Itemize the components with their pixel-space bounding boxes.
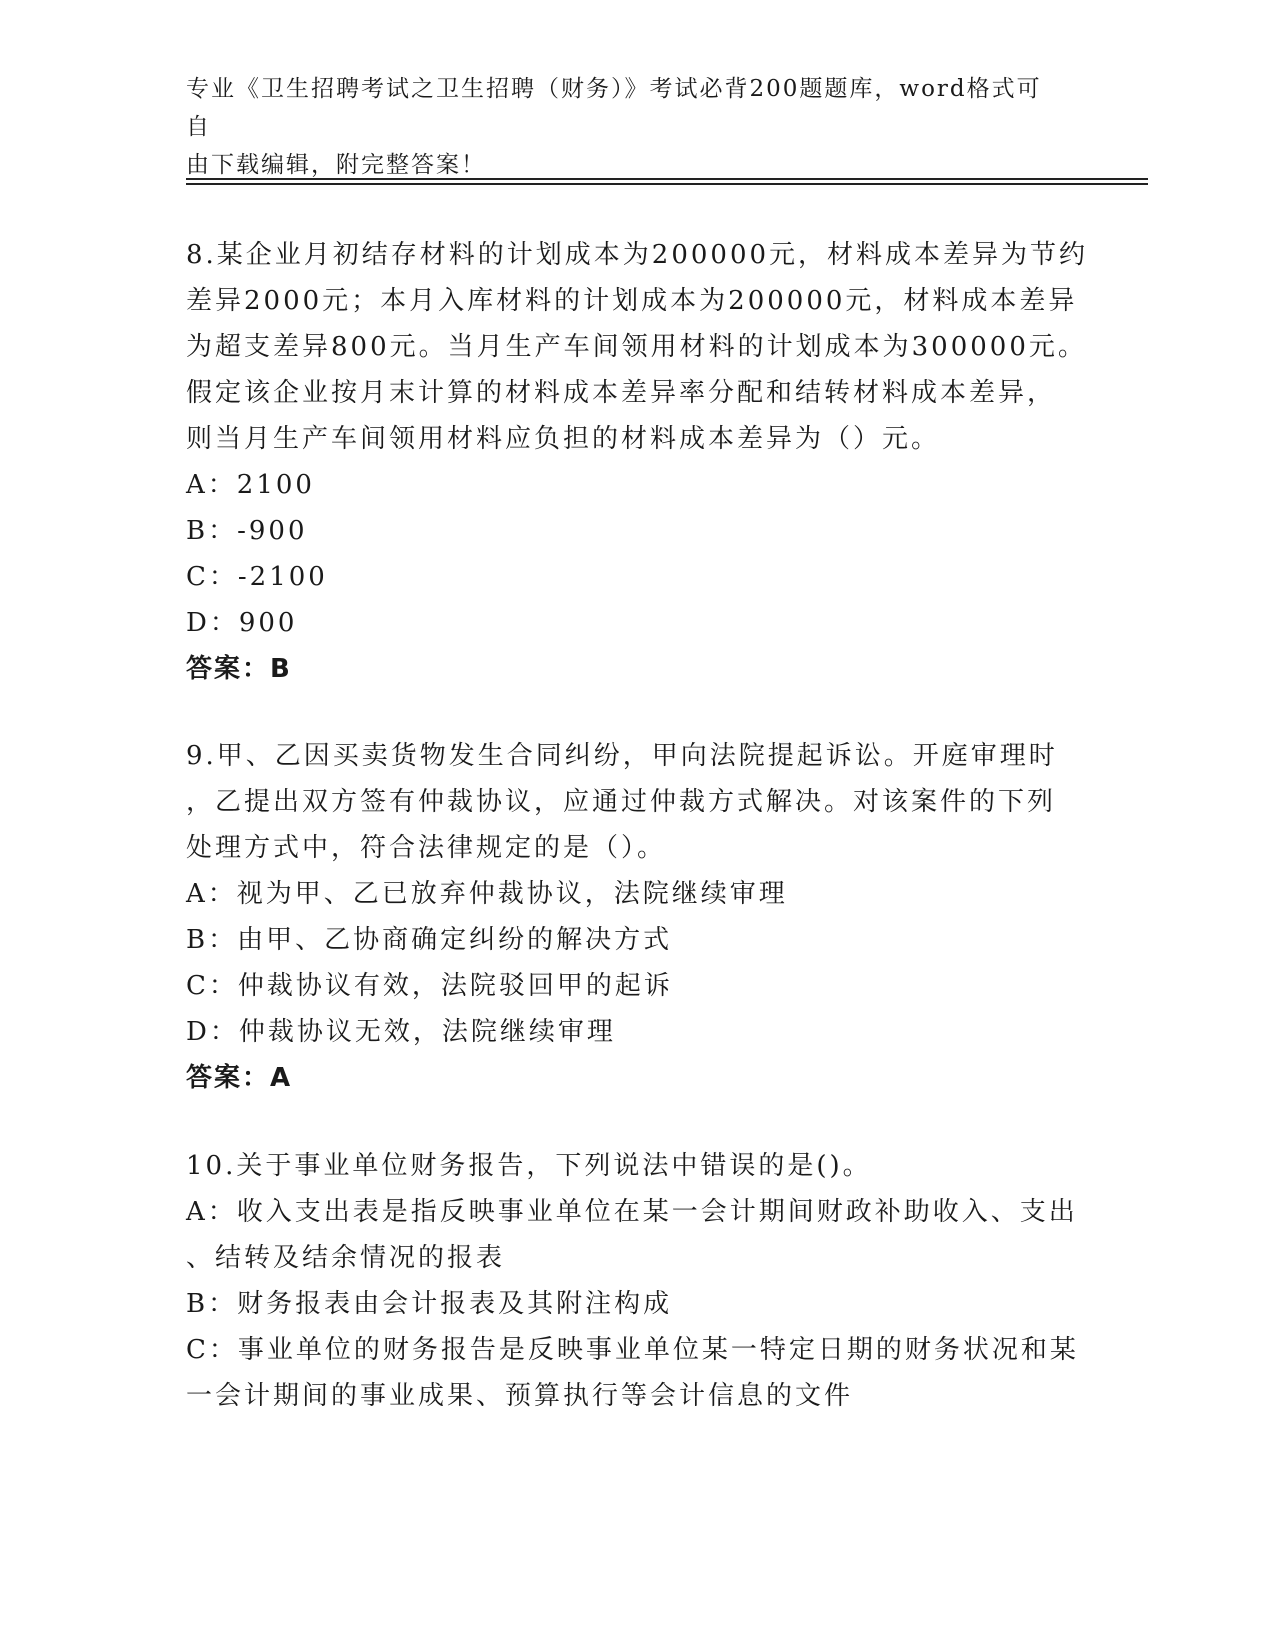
option-b: B：财务报表由会计报表及其附注构成 (186, 1289, 673, 1319)
option-a: A：2100 (186, 470, 315, 500)
question-stem-line: 处理方式中，符合法律规定的是（）。 (186, 833, 667, 863)
question-stem-line: ，乙提出双方签有仲裁协议，应通过仲裁方式解决。对该案件的下列 (186, 787, 1057, 817)
option-c: C：仲裁协议有效，法院驳回甲的起诉 (186, 971, 673, 1001)
question-8 (186, 232, 1089, 692)
question-stem-line: 则当月生产车间领用材料应负担的材料成本差异为（）元。 (186, 424, 941, 454)
question-stem-line: 8.某企业月初结存材料的计划成本为200000元，材料成本差异为节约 (186, 240, 1089, 270)
document-header (186, 70, 1066, 184)
header-line-2: 由下载编辑，附完整答案！ (186, 152, 486, 178)
option-d: D：仲裁协议无效，法院继续审理 (186, 1017, 616, 1047)
option-a: A：视为甲、乙已放弃仲裁协议，法院继续审理 (186, 879, 788, 909)
option-d: D：900 (186, 608, 298, 638)
option-c-continued: 一会计期间的事业成果、预算执行等会计信息的文件 (186, 1381, 854, 1411)
question-stem-line: 9.甲、乙因买卖货物发生合同纠纷，甲向法院提起诉讼。开庭审理时 (186, 741, 1058, 771)
option-b: B：由甲、乙协商确定纠纷的解决方式 (186, 925, 673, 955)
question-stem-line: 差异2000元；本月入库材料的计划成本为200000元，材料成本差异 (186, 286, 1078, 316)
answer-label: 答案：A (186, 1063, 293, 1093)
header-rule-top (186, 178, 1148, 180)
question-stem-line: 为超支差异800元。当月生产车间领用材料的计划成本为300000元。 (186, 332, 1087, 362)
question-stem-line: 10.关于事业单位财务报告，下列说法中错误的是()。 (186, 1151, 872, 1181)
option-c: C：-2100 (186, 562, 328, 592)
question-10 (186, 1143, 1079, 1419)
question-stem-line: 假定该企业按月末计算的材料成本差异率分配和结转材料成本差异， (186, 378, 1057, 408)
option-c: C：事业单位的财务报告是反映事业单位某一特定日期的财务状况和某 (186, 1335, 1079, 1365)
answer-label: 答案：B (186, 654, 292, 684)
header-rule-bottom (186, 183, 1148, 185)
question-9 (186, 733, 1076, 1101)
option-a: A：收入支出表是指反映事业单位在某一会计期间财政补助收入、支出 (186, 1197, 1078, 1227)
header-line-1: 专业《卫生招聘考试之卫生招聘（财务）》考试必背200题题库，word格式可自 (186, 76, 1042, 140)
option-a-continued: 、结转及结余情况的报表 (186, 1243, 506, 1273)
option-b: B：-900 (186, 516, 308, 546)
